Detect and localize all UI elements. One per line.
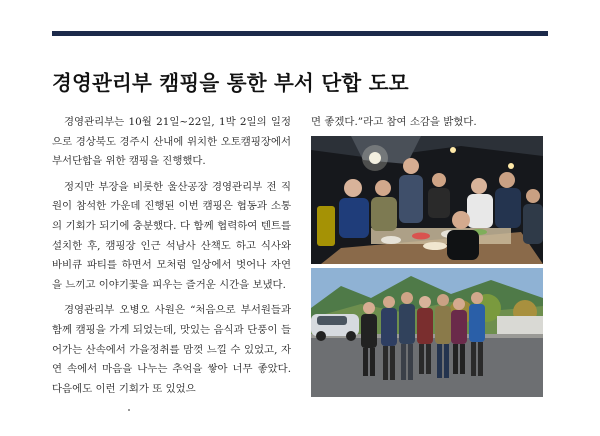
article-title: 경영관리부 캠핑을 통한 부서 단합 도모	[52, 71, 409, 95]
paragraph-2: 정지만 부장을 비롯한 울산공장 경영관리부 전 직원이 참석한 가운데 진행된 이번 캠핑은 협동과 소통의 기회가 되기에 충분했다. 다 함께 협력하여 텐트를 설치한 후, 캠핑장 인근 석남사 산책도 하고 식사와 바비큐 파티를 하면서 모처럼 일상에서 벗어나 자연을 느끼고 이야기꽃을 피우는 즐거운 시간을 보냈다.	[52, 180, 291, 291]
group-outdoor-photo	[311, 268, 543, 397]
page-mark	[128, 409, 130, 411]
article-continuation: 면 좋겠다.”라고 참여 소감을 밝혔다.	[311, 116, 477, 128]
paragraph-1: 경영관리부는 10월 21일~22일, 1박 2일의 일정으로 경상북도 경주시 산내에 위치한 오토캠핑장에서 부서단합을 위한 캠핑을 진행했다.	[52, 116, 291, 168]
article-body-left	[52, 113, 291, 405]
header-rule	[52, 31, 548, 36]
camping-dinner-photo	[311, 136, 543, 264]
paragraph-3: 경영관리부 오병오 사원은 “처음으로 부서원들과 함께 캠핑을 가게 되었는데, 맛있는 음식과 단풍이 들어가는 산속에서 가을정취를 맘껏 느낄 수 있었고, 자연 속에서 마음을 나누는 추억을 쌓아 너무 좋았다. 다음에도 이런 기회가 또 있었으	[52, 304, 291, 395]
